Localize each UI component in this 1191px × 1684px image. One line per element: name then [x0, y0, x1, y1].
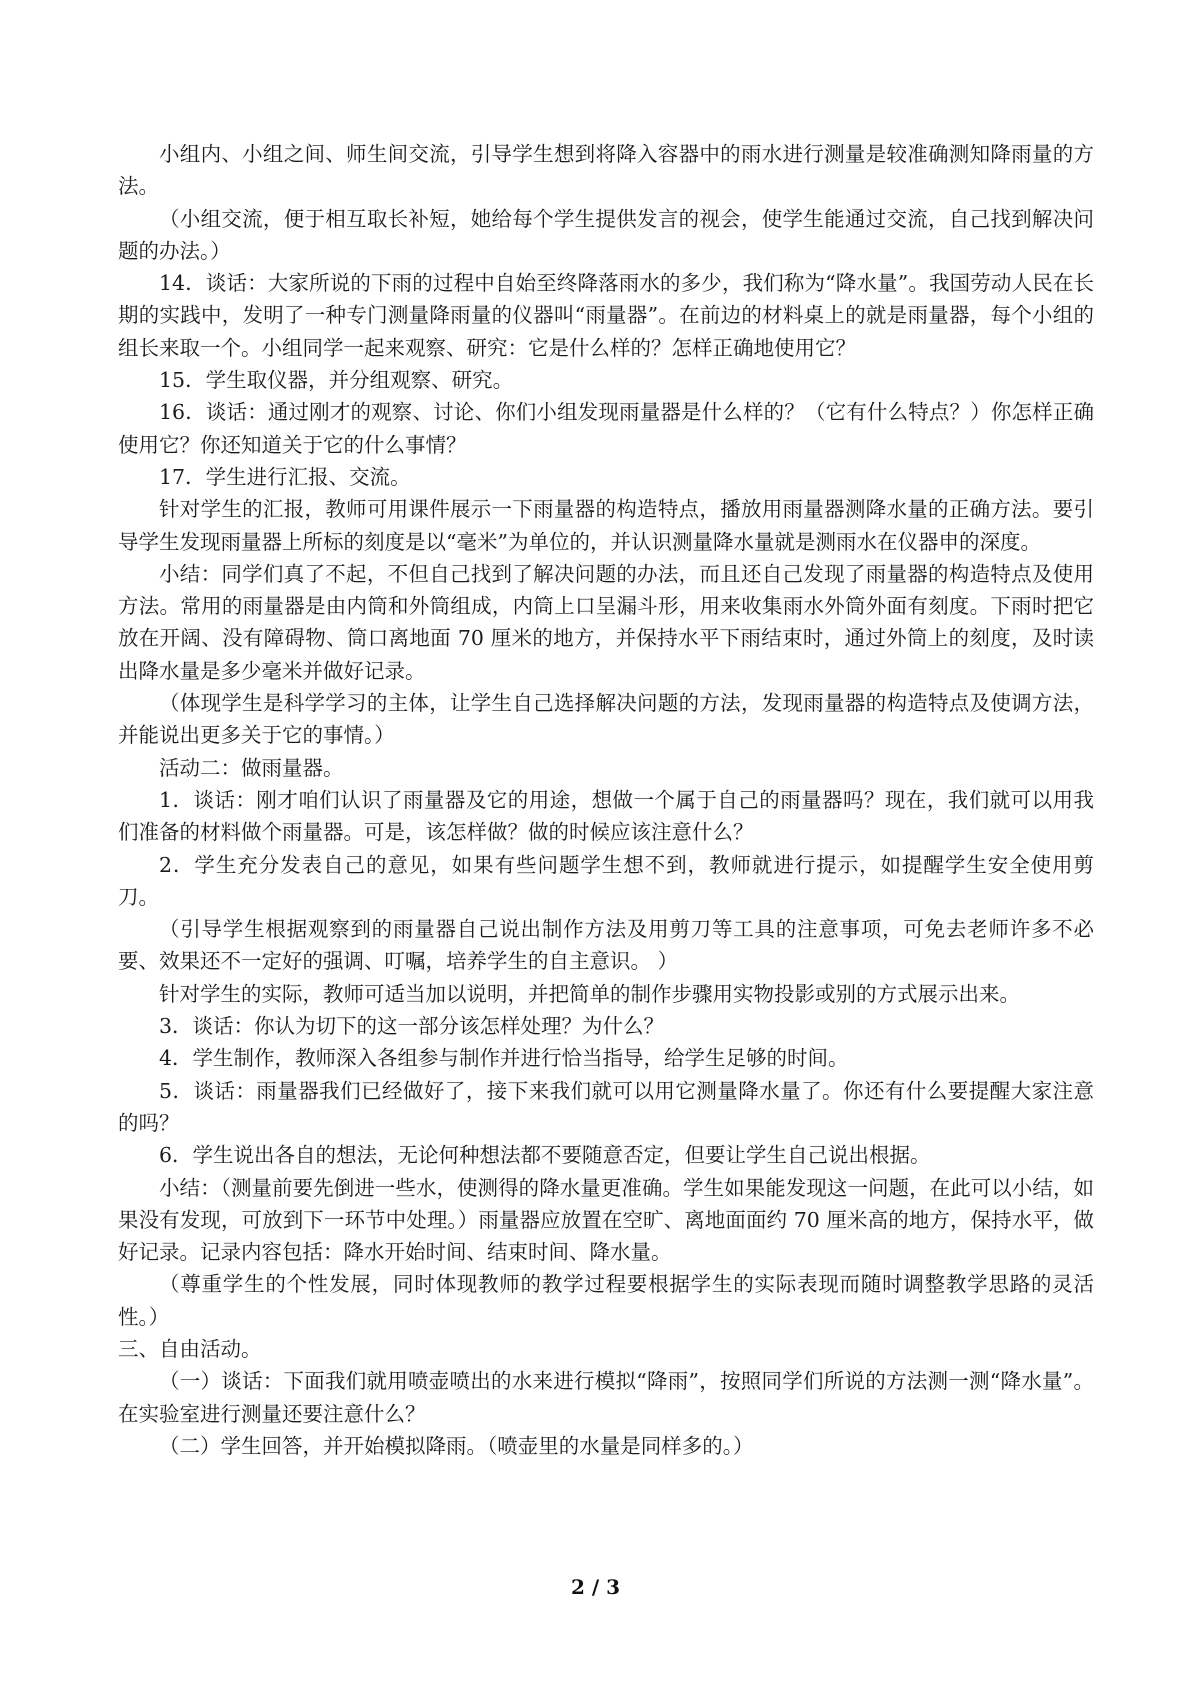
paragraph: （一）谈话：下面我们就用喷壶喷出的水来进行模拟“降雨”，按照同学们所说的方法测一测“降水量”。在实验室进行测量还要注意什么？	[118, 1369, 1094, 1426]
paragraph: （尊重学生的个性发展，同时体现教师的教学过程要根据学生的实际表现而随时调整教学思路的灵活性。）	[118, 1272, 1094, 1329]
paragraph: 小组内、小组之间、师生间交流，引导学生想到将降入容器中的雨水进行测量是较准确测知降雨量的方法。	[118, 142, 1094, 199]
page-number: 2 / 3	[570, 1575, 621, 1599]
paragraph: 5．谈话：雨量器我们已经做好了，接下来我们就可以用它测量降水量了。你还有什么要提醒大家注意的吗？	[118, 1078, 1094, 1135]
paragraph: 6．学生说出各自的想法，无论何种想法都不要随意否定，但要让学生自己说出根据。	[159, 1143, 931, 1168]
paragraph: 17．学生进行汇报、交流。	[159, 464, 411, 489]
section-heading: 三、自由活动。	[118, 1336, 262, 1361]
paragraph: （体现学生是科学学习的主体，让学生自己选择解决问题的方法，发现雨量器的构造特点及使调方法，并能说出更多关于它的事情。）	[118, 691, 1094, 748]
document-body	[118, 138, 1094, 1462]
paragraph: 1．谈话：刚才咱们认识了雨量器及它的用途，想做一个属于自己的雨量器吗？现在，我们就可以用我们准备的材料做个雨量器。可是，该怎样做？做的时候应该注意什么？	[118, 787, 1094, 845]
paragraph: 小结：同学们真了不起，不但自己找到了解决问题的办法，而且还自己发现了雨量器的构造特点及使用方法。常用的雨量器是由内筒和外筒组成，内筒上口呈漏斗形，用来收集雨水外筒外面有刻度。下雨时把它放在开阔、没有障碍物、筒口离地面 70 厘米的地方，并保持水平下雨结束时，通过外筒上的刻度，及时读出降水量是多少毫米并做好记录。	[118, 561, 1094, 683]
paragraph: 2．学生充分发表自己的意见，如果有些问题学生想不到，教师就进行提示，如提醒学生安全使用剪刀。	[118, 852, 1094, 909]
paragraph: 针对学生的汇报，教师可用课件展示一下雨量器的构造特点，播放用雨量器测降水量的正确方法。要引导学生发现雨量器上所标的刻度是以“毫米”为单位的，并认识测量降水量就是测雨水在仪器申的深度。	[118, 497, 1094, 554]
paragraph: （引导学生根据观察到的雨量器自己说出制作方法及用剪刀等工具的注意事项，可免去老师许多不必要、效果还不一定好的强调、叮嘱，培养学生的自主意识。 ）	[118, 917, 1094, 974]
paragraph: 3．谈话：你认为切下的这一部分该怎样处理？为什么？	[159, 1014, 665, 1039]
paragraph: 15．学生取仪器，并分组观察、研究。	[159, 368, 514, 393]
paragraph: （二）学生回答，并开始模拟降雨。（喷壶里的水量是同样多的。）	[159, 1433, 754, 1458]
paragraph: 4．学生制作，教师深入各组参与制作并进行恰当指导，给学生足够的时间。	[159, 1046, 849, 1071]
paragraph: 小结：（测量前要先倒进一些水，使测得的降水量更准确。学生如果能发现这一问题，在此可以小结，如果没有发现，可放到下一环节中处理。）雨量器应放置在空旷、离地面面约 70 厘米高的地方，保持水平，做好记录。记录内容包括：降水开始时间、结束时间、降水量。	[118, 1175, 1094, 1265]
paragraph: （小组交流，便于相互取长补短，她给每个学生提供发言的视会，使学生能通过交流，自己找到解决问题的办法。）	[118, 206, 1094, 263]
paragraph: 14．谈话：大家所说的下雨的过程中自始至终降落雨水的多少，我们称为“降水量”。我国劳动人民在长期的实践中，发明了一种专门测量降雨量的仪器叫“雨量器”。在前边的材料桌上的就是雨量器，每个小组的组长来取一个。小组同学一起来观察、研究：它是什么样的？怎样正确地使用它？	[118, 271, 1094, 360]
paragraph: 针对学生的实际，教师可适当加以说明，并把简单的制作步骤用实物投影或别的方式展示出来。	[159, 981, 1020, 1006]
section-heading: 活动二：做雨量器。	[159, 755, 344, 780]
paragraph: 16．谈话：通过刚才的观察、讨论、你们小组发现雨量器是什么样的？（它有什么特点？）你怎样正确使用它？你还知道关于它的什么事情？	[118, 400, 1094, 457]
